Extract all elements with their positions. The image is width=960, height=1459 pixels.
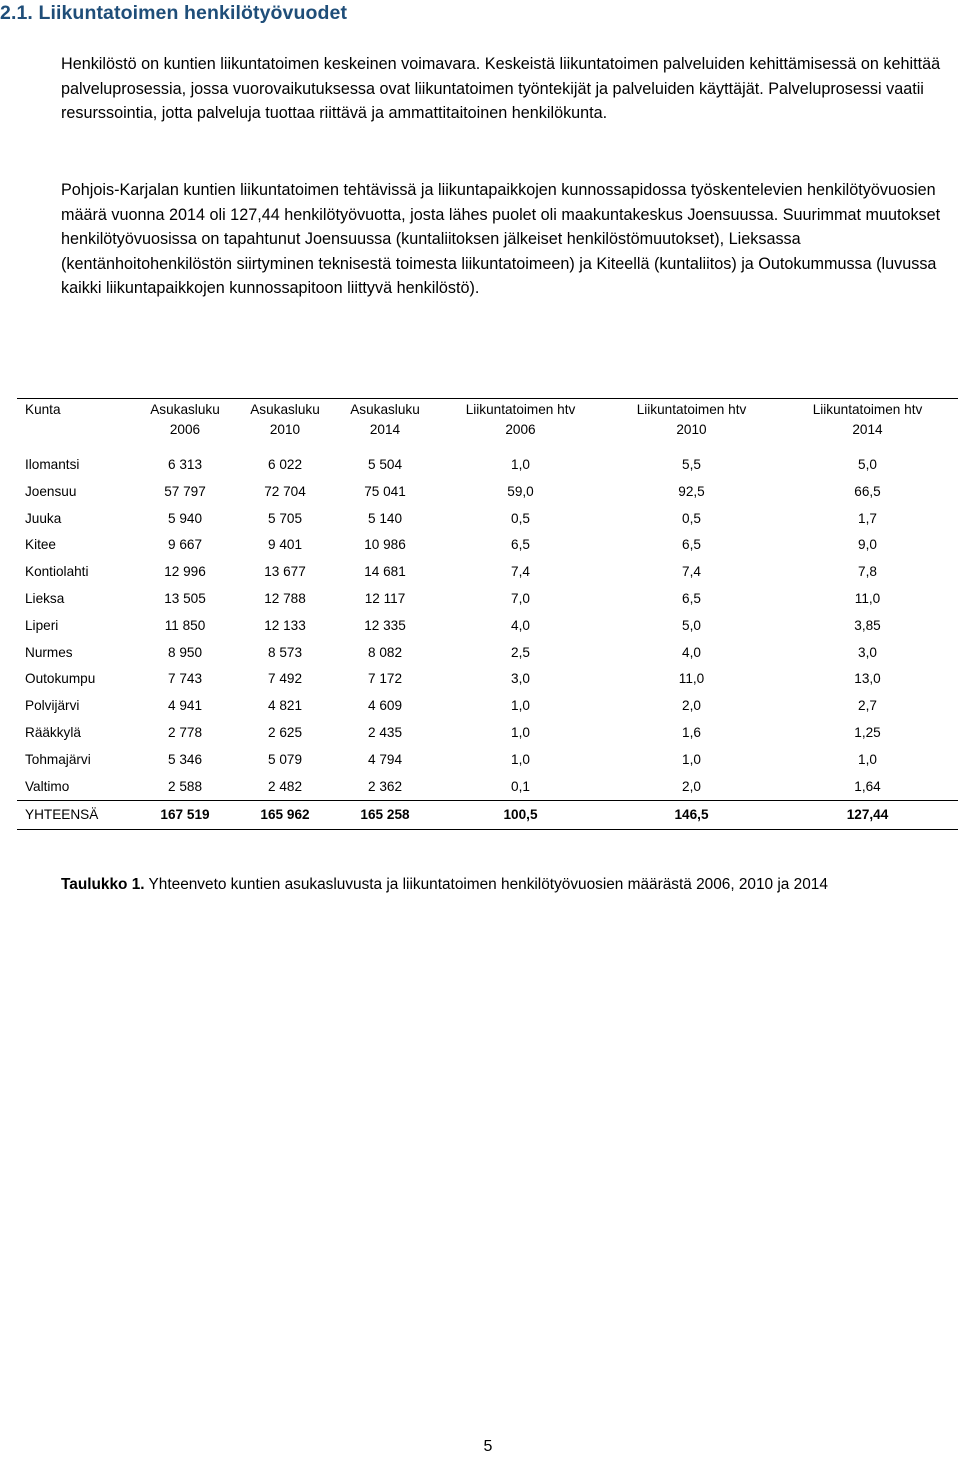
value-cell: 59,0: [507, 483, 534, 499]
value-cell: 3,85: [854, 617, 881, 633]
total-label: YHTEENSÄ: [17, 801, 135, 830]
total-cell: 165 962: [235, 801, 335, 830]
value-cell: 5 346: [167, 751, 203, 767]
value-cell: 2 588: [167, 778, 203, 794]
table-row: [17, 506, 958, 533]
value-cell: 6 022: [267, 457, 303, 472]
section-heading: 2.1. Liikuntatoimen henkilötyövuodet: [0, 2, 348, 24]
municipality-cell: Joensuu: [25, 483, 77, 499]
value-cell: 4,0: [682, 644, 701, 660]
table-row: [17, 693, 958, 720]
value-cell: 2,0: [682, 698, 701, 714]
table-row: [17, 666, 958, 693]
header-htv-2010: Liikuntatoimen htv 2010: [606, 399, 777, 453]
value-cell: 12 788: [264, 590, 306, 606]
value-cell: 75 041: [364, 483, 406, 499]
value-cell: 7,8: [858, 564, 877, 580]
table-header-row: [17, 399, 958, 453]
page-number: 5: [483, 1438, 493, 1455]
value-cell: 9 667: [167, 537, 203, 553]
municipality-cell: Lieksa: [25, 590, 65, 606]
value-cell: 9,0: [858, 537, 877, 553]
value-cell: 5 140: [367, 510, 403, 526]
value-cell: 1,0: [511, 751, 530, 767]
total-cell: 165 258: [335, 801, 435, 830]
value-cell: 4 794: [367, 751, 403, 767]
value-cell: 3,0: [511, 671, 530, 687]
value-cell: 6,5: [682, 590, 701, 606]
table-row: [17, 452, 958, 479]
value-cell: 1,6: [682, 724, 701, 740]
value-cell: 0,1: [511, 778, 530, 794]
value-cell: 5,5: [682, 457, 701, 472]
value-cell: 5 940: [167, 510, 203, 526]
municipality-cell: Liperi: [25, 617, 59, 633]
value-cell: 5 504: [367, 457, 403, 472]
header-population-2010: Asukasluku 2010: [235, 399, 335, 453]
value-cell: 1,0: [682, 751, 701, 767]
value-cell: 2 778: [167, 724, 203, 740]
value-cell: 1,0: [511, 457, 530, 472]
value-cell: 2 625: [267, 724, 303, 740]
value-cell: 7,0: [511, 590, 530, 606]
value-cell: 7 743: [167, 671, 203, 687]
value-cell: 6,5: [682, 537, 701, 553]
value-cell: 7,4: [682, 564, 701, 580]
table-row: [17, 720, 958, 747]
table-row: [17, 479, 958, 506]
municipality-cell: Nurmes: [25, 644, 73, 660]
total-cell: 167 519: [135, 801, 235, 830]
value-cell: 5 079: [267, 751, 303, 767]
municipality-cell: Kitee: [25, 537, 56, 553]
value-cell: 2 435: [367, 724, 403, 740]
table-row: [17, 532, 958, 559]
municipality-cell: Juuka: [25, 510, 62, 526]
value-cell: 12 133: [264, 617, 306, 633]
value-cell: 5 705: [267, 510, 303, 526]
value-cell: 2,5: [511, 644, 530, 660]
table-row: [17, 640, 958, 667]
table-row: [17, 586, 958, 613]
value-cell: 2,7: [858, 698, 877, 714]
value-cell: 8 082: [367, 644, 403, 660]
value-cell: 0,5: [511, 510, 530, 526]
municipality-cell: Polvijärvi: [25, 698, 80, 714]
value-cell: 11 850: [164, 617, 206, 633]
value-cell: 2,0: [682, 778, 701, 794]
intro-paragraph: Henkilöstö on kuntien liikuntatoimen keskeinen voimavara. Keskeistä liikuntatoimen palveluiden kehittämisessä on kehittää palveluprosessia, jossa vuorovaikutuksessa ovat liikuntatoimen työntekijät ja palveluiden käyttäjät. Palveluprosessi vaatii resurssointia, jotta palveluja tuottaa riittävä ja ammattitaitoinen henkilökunta.: [61, 55, 941, 122]
municipality-cell: Rääkkylä: [25, 724, 81, 740]
value-cell: 6,5: [511, 537, 530, 553]
value-cell: 1,0: [511, 724, 530, 740]
table-row: [17, 747, 958, 774]
header-htv-2006: Liikuntatoimen htv 2006: [435, 399, 606, 453]
value-cell: 7 172: [367, 671, 403, 687]
value-cell: 4 821: [267, 698, 303, 714]
value-cell: 0,5: [682, 510, 701, 526]
value-cell: 4,0: [511, 617, 530, 633]
value-cell: 13 505: [164, 590, 206, 606]
value-cell: 11,0: [678, 671, 705, 687]
table-row: [17, 559, 958, 586]
total-cell: 146,5: [606, 801, 777, 830]
table-row: [17, 613, 958, 640]
value-cell: 13 677: [264, 564, 306, 580]
value-cell: 8 950: [167, 644, 203, 660]
value-cell: 10 986: [364, 537, 406, 553]
municipality-cell: Ilomantsi: [25, 457, 80, 472]
table-total-row: [17, 801, 958, 830]
value-cell: 8 573: [267, 644, 303, 660]
municipality-cell: Tohmajärvi: [25, 751, 91, 767]
value-cell: 12 117: [364, 590, 406, 606]
value-cell: 57 797: [164, 483, 206, 499]
value-cell: 7,4: [511, 564, 530, 580]
value-cell: 12 996: [164, 564, 206, 580]
value-cell: 72 704: [264, 483, 306, 499]
value-cell: 1,0: [858, 751, 877, 767]
caption-text: Yhteenveto kuntien asukasluvusta ja liikuntatoimen henkilötyövuosien määrästä 2006, 2010 ja 2014: [144, 876, 828, 893]
value-cell: 92,5: [678, 483, 705, 499]
summary-paragraph: Pohjois-Karjalan kuntien liikuntatoimen tehtävissä ja liikuntapaikkojen kunnossapidossa työskentelevien henkilötyövuosien määrä vuonna 2014 oli 127,44 henkilötyövuotta, josta lähes puolet oli maakuntakeskus Joensuussa. Suurimmat muutokset henkilötyövuosissa on tapahtunut Joensuussa (kuntaliitoksen jälkeiset henkilöstömuutokset), Lieksassa (kentänhoitohenkilöstön siirtyminen teknisestä toimesta liikuntatoimeen) ja Kiteellä (kuntaliitos) ja Outokummussa (luvussa kaikki liikuntapaikkojen kunnossapitoon liittyvä henkilöstö).: [61, 181, 941, 297]
table-row: [17, 774, 958, 801]
table-caption: [61, 876, 828, 894]
value-cell: 1,25: [854, 724, 881, 740]
value-cell: 1,64: [854, 778, 881, 794]
municipality-cell: Outokumpu: [25, 671, 96, 687]
municipality-cell: Valtimo: [25, 778, 70, 794]
value-cell: 66,5: [854, 483, 881, 499]
value-cell: 14 681: [364, 564, 406, 580]
value-cell: 4 941: [167, 698, 203, 714]
value-cell: 1,7: [858, 510, 877, 526]
value-cell: 7 492: [267, 671, 303, 687]
value-cell: 11,0: [854, 590, 881, 606]
value-cell: 5,0: [682, 617, 701, 633]
value-cell: 3,0: [858, 644, 877, 660]
value-cell: 9 401: [267, 537, 303, 553]
value-cell: 13,0: [854, 671, 881, 687]
header-population-2014: Asukasluku 2014: [335, 399, 435, 453]
value-cell: 6 313: [167, 457, 203, 472]
total-cell: 100,5: [435, 801, 606, 830]
caption-label: Taulukko 1.: [61, 876, 145, 893]
municipality-cell: Kontiolahti: [25, 564, 89, 580]
value-cell: 2 362: [367, 778, 403, 794]
value-cell: 2 482: [267, 778, 303, 794]
value-cell: 1,0: [511, 698, 530, 714]
total-cell: 127,44: [777, 801, 958, 830]
header-municipality: Kunta: [17, 399, 135, 453]
header-htv-2014: Liikuntatoimen htv 2014: [777, 399, 958, 453]
staffing-table: [17, 398, 958, 830]
header-population-2006: Asukasluku 2006: [135, 399, 235, 453]
value-cell: 12 335: [364, 617, 406, 633]
value-cell: 4 609: [367, 698, 403, 714]
value-cell: 5,0: [858, 457, 877, 472]
